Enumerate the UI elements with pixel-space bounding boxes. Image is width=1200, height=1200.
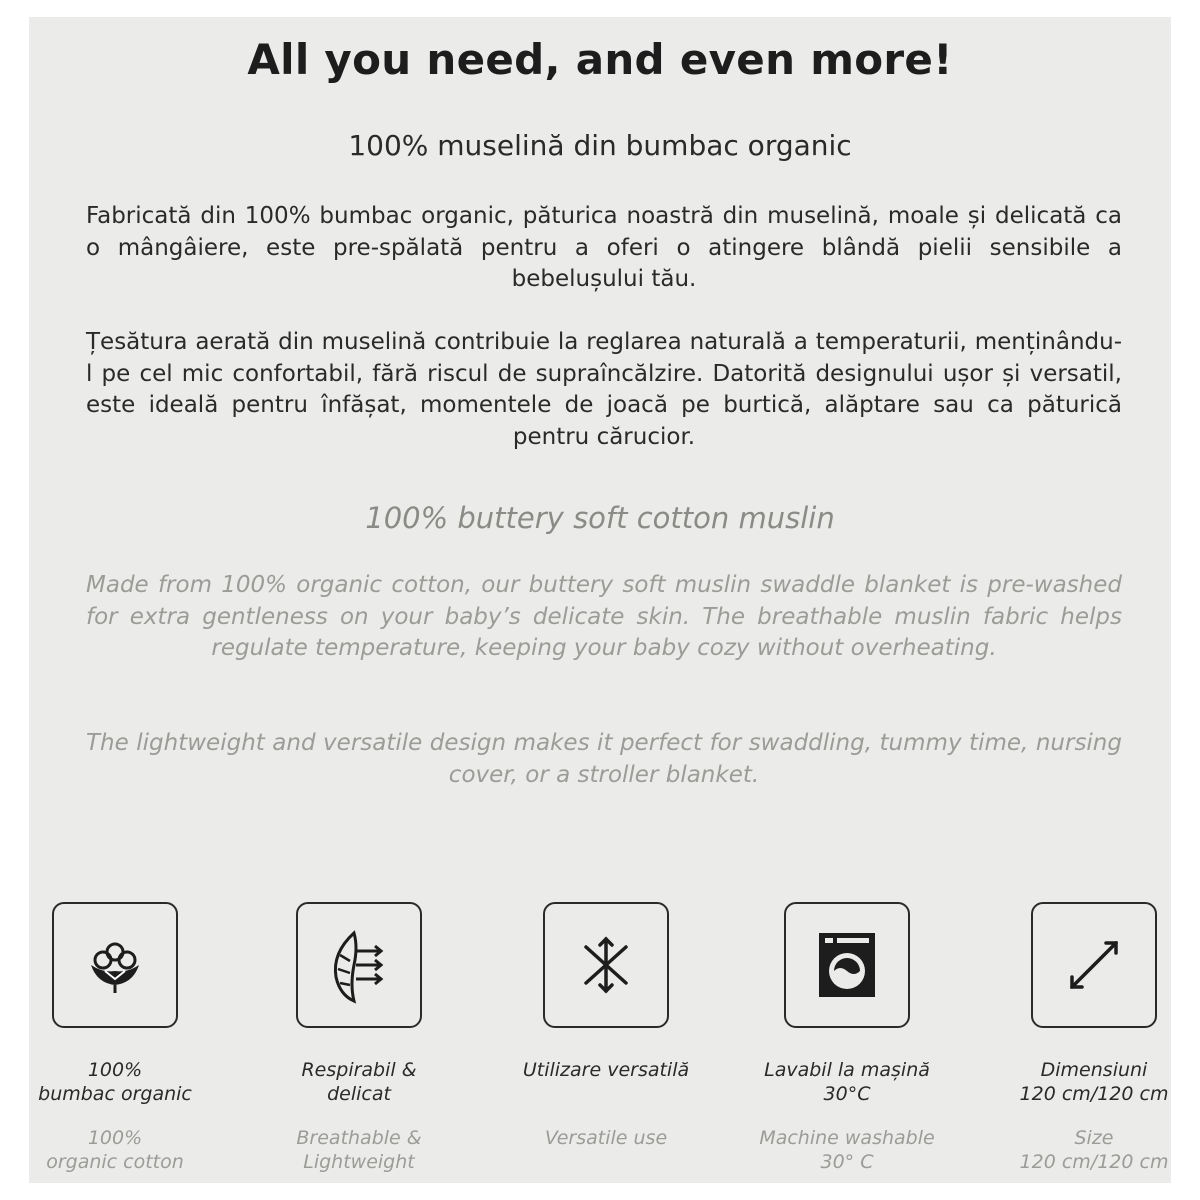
feature-label-ro-line1: Lavabil la mașină: [764, 1059, 930, 1081]
paragraph-english-1: Made from 100% organic cotton, our buttery soft muslin swaddle blanket is pre-washed for extra gentleness on your baby’s delicate skin. The breathable muslin fabric helps regulate temperature, keeping your baby cozy without overheating.: [86, 572, 1122, 661]
feature-label-en-line1: 100%: [87, 1127, 143, 1149]
subtitle-english: 100% buttery soft cotton muslin: [365, 501, 835, 535]
feature-icon-box: [52, 902, 178, 1028]
feature-versatile-use: [496, 902, 716, 1150]
feature-label-en-line2: 120 cm/120 cm: [1019, 1151, 1169, 1173]
versatile-arrows-icon: [574, 933, 638, 997]
feature-label-ro-line1: Respirabil &: [301, 1059, 417, 1081]
paragraph-english-2: The lightweight and versatile design makes it perfect for swaddling, tummy time, nursing cover, or a stroller blanket.: [86, 730, 1122, 788]
feature-label-ro-line2: bumbac organic: [38, 1083, 192, 1105]
feature-icon-box: [1031, 902, 1157, 1028]
feature-label-ro-line1: Dimensiuni: [1040, 1059, 1148, 1081]
feature-icon-box: [784, 902, 910, 1028]
paragraph-romanian-2: Țesătura aerată din muselină contribuie la reglarea naturală a temperaturii, menținându-l pe cel mic confortabil, fără riscul de supraîncălzire. Datorită designului ușor și versatil, este ideală pentru înfășat, momentele de joacă pe burtică, alăptare sau ca păturică pentru cărucior.: [86, 329, 1122, 450]
feature-icon-box: [296, 902, 422, 1028]
feature-label-en-line2: organic cotton: [46, 1151, 184, 1173]
diagonal-size-icon: [1062, 933, 1126, 997]
feature-label-en-line1: Versatile use: [544, 1127, 668, 1149]
feature-label-ro-line2: delicat: [327, 1083, 391, 1105]
feature-breathable: [249, 902, 469, 1174]
feature-label-en-line1: Machine washable: [759, 1127, 935, 1149]
page-title: All you need, and even more!: [247, 35, 953, 84]
feature-label-ro-line1: Utilizare versatilă: [522, 1059, 690, 1081]
subtitle-romanian: 100% muselină din bumbac organic: [348, 129, 852, 162]
feature-organic-cotton: [5, 902, 225, 1174]
feature-label-en-line2: 30° C: [820, 1151, 874, 1173]
washing-machine-icon: [815, 931, 879, 999]
feature-label-en-line1: Size: [1074, 1127, 1114, 1149]
feature-label-ro-line2: 30°C: [823, 1083, 871, 1105]
feature-label-ro-line2: 120 cm/120 cm: [1019, 1083, 1169, 1105]
feature-machine-washable: [737, 902, 957, 1174]
paragraph-romanian-1: Fabricată din 100% bumbac organic, păturica noastră din muselină, moale și delicată ca o mângâiere, este pre-spălată pentru a oferi o atingere blândă pielii sensibile a bebelușului tău.: [86, 203, 1122, 292]
feature-size: [984, 902, 1200, 1174]
cotton-flower-icon: [83, 933, 147, 997]
feature-label-en-line2: Lightweight: [303, 1151, 415, 1173]
product-info-panel: [29, 17, 1171, 1183]
feature-label-ro-line1: 100%: [87, 1059, 143, 1081]
breathable-leaf-icon: [324, 925, 394, 1005]
feature-label-en-line1: Breathable &: [296, 1127, 422, 1149]
feature-icon-box: [543, 902, 669, 1028]
